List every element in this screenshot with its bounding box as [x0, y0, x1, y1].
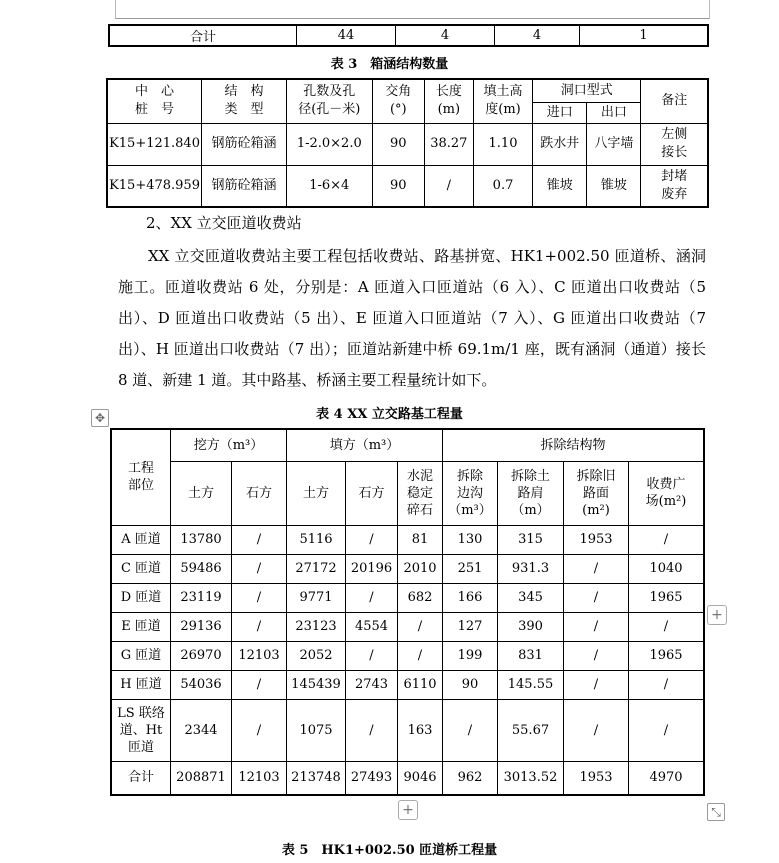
- table-cell: K15+478.959: [107, 165, 202, 207]
- table-cell: 封堵 废弃: [641, 165, 708, 207]
- table-row: [107, 123, 708, 165]
- table-cell: 0.7: [473, 165, 532, 207]
- table4-caption: 表 4 XX 立交路基工程量: [316, 407, 463, 422]
- table-cell: 锥坡: [533, 165, 587, 207]
- table-cell: /: [629, 525, 705, 554]
- table-cell: 130: [443, 525, 498, 554]
- header-fill: 填方（m³）: [287, 429, 443, 461]
- table-cell: 166: [443, 583, 498, 612]
- table-cell: 682: [398, 583, 443, 612]
- table-cell: /: [232, 525, 287, 554]
- table-cell: 3013.52: [498, 761, 564, 795]
- header-demolish: 拆除结构物: [443, 429, 705, 461]
- header-remark: 备注: [641, 79, 708, 123]
- table-cell: G 匝道: [111, 641, 171, 670]
- table-cell: 163: [398, 699, 443, 761]
- header-fill-soil: 土方: [287, 461, 346, 525]
- header-inlet: 进口: [533, 102, 587, 123]
- table-header-row: [111, 429, 704, 461]
- table-cell: /: [346, 699, 398, 761]
- header-part: 工程 部位: [111, 429, 171, 525]
- table-cell: 251: [443, 554, 498, 583]
- table-cell: 1-2.0×2.0: [286, 123, 372, 165]
- table-cell: C 匝道: [111, 554, 171, 583]
- table-row: [111, 699, 704, 761]
- table-cell: 12103: [232, 641, 287, 670]
- header-angle: 交角 (°): [372, 79, 424, 123]
- header-outlet: 出口: [587, 102, 641, 123]
- table-cell: 1953: [564, 761, 629, 795]
- table-cell: 4970: [629, 761, 705, 795]
- table-cell: A 匝道: [111, 525, 171, 554]
- table-cell: 90: [372, 165, 424, 207]
- header-fill-height: 填土高 度(m): [473, 79, 532, 123]
- table-cell: 44: [297, 25, 396, 46]
- table-cell: /: [564, 641, 629, 670]
- table-cell: /: [629, 670, 705, 699]
- table-cell: 4: [396, 25, 495, 46]
- table-cell: /: [564, 699, 629, 761]
- table-cell: 90: [443, 670, 498, 699]
- header-old-road: 拆除旧 路面 (m²): [564, 461, 629, 525]
- section-heading: 2、XX 立交匝道收费站: [146, 214, 302, 232]
- table-cell: 1: [580, 25, 709, 46]
- table-cell: 2010: [398, 554, 443, 583]
- table-cell: /: [564, 583, 629, 612]
- table3-caption: 表 3 箱涵结构数量: [330, 57, 449, 72]
- table-cell: /: [564, 612, 629, 641]
- table-cell: 2743: [346, 670, 398, 699]
- header-shoulder: 拆除土 路肩 （m）: [498, 461, 564, 525]
- table5-caption: 表 5 HK1+002.50 匝道桥工程量: [281, 843, 498, 858]
- header-rock: 石方: [232, 461, 287, 525]
- table-cell: D 匝道: [111, 583, 171, 612]
- table-cell: LS 联络 道、Ht 匝道: [111, 699, 171, 761]
- table-cell: 208871: [171, 761, 232, 795]
- table-cell: 962: [443, 761, 498, 795]
- table-cell: /: [398, 612, 443, 641]
- table-row: [107, 165, 708, 207]
- table-cell: /: [346, 525, 398, 554]
- table-cell: 55.67: [498, 699, 564, 761]
- table-cell: 38.27: [424, 123, 473, 165]
- table-cell: 23123: [287, 612, 346, 641]
- table-row: [109, 25, 708, 46]
- table-cell: 345: [498, 583, 564, 612]
- header-holes: 孔数及孔 径(孔－米): [286, 79, 372, 123]
- table-cell: 1-6×4: [286, 165, 372, 207]
- header-cut: 挖方（m³）: [171, 429, 287, 461]
- table-row: [111, 761, 704, 795]
- table-cell: /: [232, 670, 287, 699]
- table-cell: 59486: [171, 554, 232, 583]
- table-cell: 13780: [171, 525, 232, 554]
- table-cell: 5116: [287, 525, 346, 554]
- header-ditch: 拆除 边沟 （m³）: [443, 461, 498, 525]
- table-cell: 27172: [287, 554, 346, 583]
- table-cell: 23119: [171, 583, 232, 612]
- table-cell: 315: [498, 525, 564, 554]
- table-cell: 90: [372, 123, 424, 165]
- previous-table-fragment: [115, 0, 710, 19]
- table-cell: 29136: [171, 612, 232, 641]
- table-cell: 931.3: [498, 554, 564, 583]
- table-cell: 1075: [287, 699, 346, 761]
- summary-label: 合计: [109, 25, 297, 46]
- header-soil: 土方: [171, 461, 232, 525]
- header-struct-type: 结 构 类 型: [202, 79, 287, 123]
- table-cell: 9046: [398, 761, 443, 795]
- table-cell: 4554: [346, 612, 398, 641]
- table-cell: 左侧 接长: [641, 123, 708, 165]
- table-cell: /: [564, 670, 629, 699]
- table-cell: /: [232, 583, 287, 612]
- table-cell: 26970: [171, 641, 232, 670]
- table-cell: /: [346, 583, 398, 612]
- table-cell: /: [564, 554, 629, 583]
- table-cell: 1965: [629, 583, 705, 612]
- table-cell: 127: [443, 612, 498, 641]
- table-cell: /: [232, 554, 287, 583]
- table-cell: 9771: [287, 583, 346, 612]
- header-opening-type: 洞口型式: [533, 79, 641, 102]
- table-cell: /: [398, 641, 443, 670]
- header-length: 长度 (m): [424, 79, 473, 123]
- table-cell: 1953: [564, 525, 629, 554]
- table-resize-handle[interactable]: ⤡: [707, 803, 725, 821]
- table-cell: 54036: [171, 670, 232, 699]
- table-cell: /: [629, 699, 705, 761]
- table-cell: 12103: [232, 761, 287, 795]
- table-header-row: [107, 79, 708, 102]
- table-cell: 145.55: [498, 670, 564, 699]
- table-row: [111, 641, 704, 670]
- table-cell: 20196: [346, 554, 398, 583]
- table-cell: 钢筋砼箱涵: [202, 165, 287, 207]
- add-column-button[interactable]: +: [707, 605, 727, 625]
- paragraph-text: XX 立交匝道收费站主要工程包括收费站、路基拼宽、HK1+002.50 匝道桥、涵洞施工。匝道收费站 6 处，分别是：A 匝道入口匝道站（6 入）、C 匝道出口收费站（5 出）、D 匝道出口收费站（5 出）、E 匝道入口匝道站（7 入）、G 匝道出口收费站（7 出）、H 匝道出口收费站（7 出）；匝道站新建中桥 69.1m/1 座，既有涵洞（通道）接长 8 道、新建 1 道。其中路基、桥涵主要工程量统计如下。: [118, 247, 706, 389]
- table-cell: 跌水井: [533, 123, 587, 165]
- table-cell: /: [232, 612, 287, 641]
- table-cell: E 匝道: [111, 612, 171, 641]
- table-cell: 1.10: [473, 123, 532, 165]
- table-cell: 八字墙: [587, 123, 641, 165]
- table-cell: /: [232, 699, 287, 761]
- table-cell: 831: [498, 641, 564, 670]
- header-center-stake: 中 心 桩 号: [107, 79, 202, 123]
- add-row-button[interactable]: +: [398, 800, 418, 820]
- body-paragraph: [118, 241, 706, 396]
- table-move-handle[interactable]: ✥: [91, 409, 109, 427]
- table-cell: 合计: [111, 761, 171, 795]
- table4-roadbed-quantities: [110, 428, 705, 796]
- summary-row-table: [108, 24, 709, 47]
- table-cell: /: [424, 165, 473, 207]
- header-cement: 水泥 稳定 碎石: [398, 461, 443, 525]
- table-cell: 锥坡: [587, 165, 641, 207]
- table-cell: 钢筋砼箱涵: [202, 123, 287, 165]
- table-row: [111, 525, 704, 554]
- header-fill-rock: 石方: [346, 461, 398, 525]
- table-cell: 390: [498, 612, 564, 641]
- table-cell: /: [629, 612, 705, 641]
- table-cell: 27493: [346, 761, 398, 795]
- table3-box-culvert: [106, 78, 709, 208]
- table-cell: K15+121.840: [107, 123, 202, 165]
- table-row: [111, 554, 704, 583]
- table-cell: 1040: [629, 554, 705, 583]
- table-cell: /: [443, 699, 498, 761]
- table-header-row: [111, 461, 704, 525]
- table-cell: H 匝道: [111, 670, 171, 699]
- table-cell: 4: [495, 25, 580, 46]
- table-cell: 213748: [287, 761, 346, 795]
- header-toll-plaza: 收费广 场(m²): [629, 461, 705, 525]
- table-cell: 81: [398, 525, 443, 554]
- table-cell: 199: [443, 641, 498, 670]
- table-cell: 1965: [629, 641, 705, 670]
- table-row: [111, 670, 704, 699]
- table-row: [111, 612, 704, 641]
- table-cell: /: [346, 641, 398, 670]
- table-cell: 2052: [287, 641, 346, 670]
- table-cell: 2344: [171, 699, 232, 761]
- table-row: [111, 583, 704, 612]
- table-cell: 145439: [287, 670, 346, 699]
- table-cell: 6110: [398, 670, 443, 699]
